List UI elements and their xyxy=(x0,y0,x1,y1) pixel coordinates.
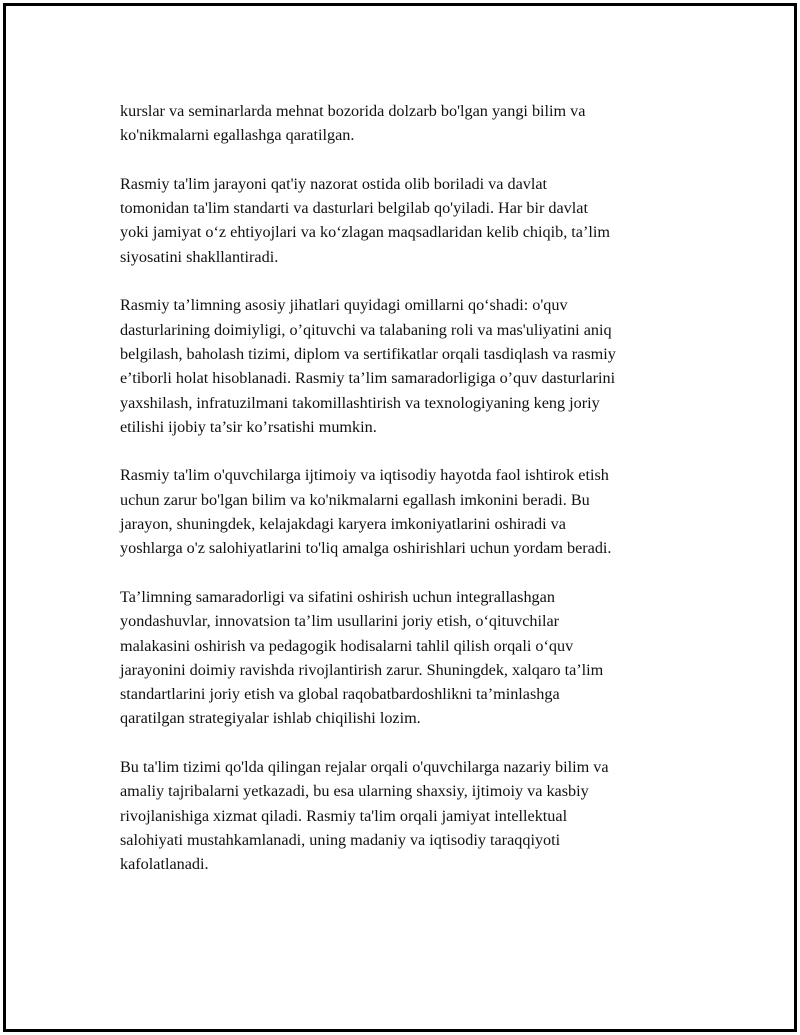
text-line: amaliy tajribalarni yetkazadi, bu esa ularning shaxsiy, ijtimoiy va kasbiy xyxy=(120,782,589,801)
text-line: Rasmiy ta'lim o'quvchilarga ijtimoiy va iqtisodiy hayotda faol ishtirok etish xyxy=(120,466,609,485)
text-line: etilishi ijobiy ta’sir ko’rsatishi mumkin. xyxy=(120,417,377,436)
text-line: belgilash, baholash tizimi, diplom va sertifikatlar orqali tasdiqlash va rasmiy xyxy=(120,344,616,363)
text-line: jarayon, shuningdek, kelajakdagi karyera imkoniyatlarini oshiradi va xyxy=(120,515,566,534)
paragraph-5 xyxy=(120,585,690,731)
text-line: Rasmiy ta’limning asosiy jihatlari quyidagi omillarni qo‘shadi: o'quv xyxy=(120,296,568,315)
text-line: kafolatlanadi. xyxy=(120,855,209,874)
text-line: malakasini oshirish va pedagogik hodisalarni tahlil qilish orqali o‘quv xyxy=(120,636,574,655)
text-line: e’tiborli holat hisoblanadi. Rasmiy ta’lim samaradorligiga o’quv dasturlarini xyxy=(120,369,616,388)
text-line: kurslar va seminarlarda mehnat bozorida dolzarb bo'lgan yangi bilim va xyxy=(120,102,586,120)
text-line: siyosatini shakllantiradi. xyxy=(120,247,279,266)
paragraph-6 xyxy=(120,755,690,876)
text-line: uchun zarur bo'lgan bilim va ko'nikmalarni egallash imkonini beradi. Bu xyxy=(120,490,590,509)
text-line: ko'nikmalarni egallashga qaratilgan. xyxy=(120,126,355,145)
text-line: salohiyati mustahkamlanadi, uning madaniy va iqtisodiy taraqqiyoti xyxy=(120,830,561,849)
text-line: Ta’limning samaradorligi va sifatini oshirish uchun integrallashgan xyxy=(120,587,555,606)
text-line: Rasmiy ta'lim jarayoni qat'iy nazorat ostida olib boriladi va davlat xyxy=(120,174,548,193)
paragraph-2 xyxy=(120,172,690,269)
document-body xyxy=(120,99,690,901)
text-line: standartlarini joriy etish va global raqobatbardoshlikni ta’minlashga xyxy=(120,685,560,704)
text-line: yoki jamiyat o‘z ehtiyojlari va ko‘zlagan maqsadlaridan kelib chiqib, ta’lim xyxy=(120,223,610,242)
text-line: rivojlanishiga xizmat qiladi. Rasmiy ta'lim orqali jamiyat intellektual xyxy=(120,806,568,825)
page-frame xyxy=(3,3,797,1032)
text-line: tomonidan ta'lim standarti va dasturlari belgilab qo'yiladi. Har bir davlat xyxy=(120,199,588,218)
text-line: qaratilgan strategiyalar ishlab chiqilishi lozim. xyxy=(120,709,421,728)
paragraph-3 xyxy=(120,293,690,439)
text-line: jarayonini doimiy ravishda rivojlantirish zarur. Shuningdek, xalqaro ta’lim xyxy=(120,660,604,679)
text-line: dasturlarining doimiyligi, o’qituvchi va talabaning roli va mas'uliyatini aniq xyxy=(120,320,612,339)
text-line: yoshlarga o'z salohiyatlarini to'liq amalga oshirishlari uchun yordam beradi. xyxy=(120,539,612,558)
paragraph-1 xyxy=(120,99,690,148)
text-line: Bu ta'lim tizimi qo'lda qilingan rejalar orqali o'quvchilarga nazariy bilim va xyxy=(120,758,609,777)
paragraph-4 xyxy=(120,463,690,560)
text-line: yondashuvlar, innovatsion ta’lim usullarini joriy etish, o‘qituvchilar xyxy=(120,612,560,631)
text-line: yaxshilash, infratuzilmani takomillashtirish va texnologiyaning keng joriy xyxy=(120,393,600,412)
